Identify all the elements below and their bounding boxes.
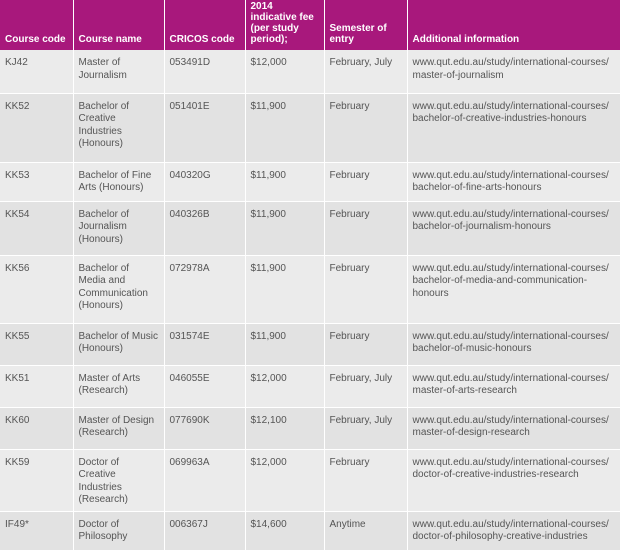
semester-cell: February, July (324, 407, 407, 449)
table-body (0, 50, 620, 550)
cricos-code-cell: 006367J (164, 511, 245, 550)
additional-info-cell (407, 93, 620, 162)
info-url-line: master-of-design-research (412, 427, 530, 438)
cricos-code-cell: 069963A (164, 449, 245, 511)
semester-cell: February, July (324, 50, 407, 93)
table-row (0, 162, 620, 201)
cricos-code-cell: 031574E (164, 323, 245, 365)
table-header (0, 0, 620, 50)
semester-cell: February (324, 255, 407, 323)
info-url-line: www.qut.edu.au/study/international-courses/ (412, 100, 609, 112)
header-semester-of-entry: Semester of entry (324, 0, 407, 50)
info-url-line: www.qut.edu.au/study/international-courses/ (412, 169, 609, 181)
table-row (0, 407, 620, 449)
additional-info-cell (407, 162, 620, 201)
table-row (0, 93, 620, 162)
fee-cell: $11,900 (245, 93, 324, 162)
course-code-cell: KK52 (0, 93, 73, 162)
course-name-cell: Doctor of Creative Industries (Research) (73, 449, 164, 511)
course-code-cell: KK56 (0, 255, 73, 323)
semester-cell: February (324, 93, 407, 162)
cricos-code-cell: 051401E (164, 93, 245, 162)
info-url-line: www.qut.edu.au/study/international-courses/ (412, 372, 609, 384)
info-url-line: doctor-of-creative-industries-research (412, 469, 579, 480)
fee-cell: $12,000 (245, 50, 324, 93)
header-indicative-fee: 2014 indicative fee (per study period); (245, 0, 324, 50)
table-row (0, 201, 620, 255)
additional-info-cell (407, 449, 620, 511)
fee-cell: $12,100 (245, 407, 324, 449)
header-additional-information: Additional information (407, 0, 620, 50)
table-row (0, 323, 620, 365)
course-name-cell: Master of Journalism (73, 50, 164, 93)
cricos-code-cell: 077690K (164, 407, 245, 449)
table-row (0, 365, 620, 407)
semester-cell: February (324, 449, 407, 511)
additional-info-cell (407, 407, 620, 449)
course-name-cell: Bachelor of Creative Industries (Honours) (73, 93, 164, 162)
course-name-cell: Bachelor of Fine Arts (Honours) (73, 162, 164, 201)
additional-info-cell (407, 255, 620, 323)
fee-cell: $11,900 (245, 255, 324, 323)
info-url-line: bachelor-of-media-and-communication- (412, 275, 588, 286)
fee-cell: $11,900 (245, 323, 324, 365)
course-code-cell: KK51 (0, 365, 73, 407)
fee-cell: $14,600 (245, 511, 324, 550)
course-code-cell: KJ42 (0, 50, 73, 93)
course-name-cell: Master of Arts (Research) (73, 365, 164, 407)
course-code-cell: KK53 (0, 162, 73, 201)
cricos-code-cell: 072978A (164, 255, 245, 323)
course-name-cell: Master of Design (Research) (73, 407, 164, 449)
course-name-cell: Bachelor of Journalism (Honours) (73, 201, 164, 255)
cricos-code-cell: 053491D (164, 50, 245, 93)
semester-cell: February (324, 201, 407, 255)
info-url-line: bachelor-of-music-honours (412, 343, 532, 354)
header-cricos-code: CRICOS code (164, 0, 245, 50)
cricos-code-cell: 040320G (164, 162, 245, 201)
fee-cell: $11,900 (245, 162, 324, 201)
info-url-line: www.qut.edu.au/study/international-courses/ (412, 330, 609, 342)
fee-cell: $12,000 (245, 365, 324, 407)
additional-info-cell (407, 365, 620, 407)
info-url-line: bachelor-of-journalism-honours (412, 221, 551, 232)
table-row (0, 449, 620, 511)
course-code-cell: KK59 (0, 449, 73, 511)
course-code-cell: KK60 (0, 407, 73, 449)
cricos-code-cell: 040326B (164, 201, 245, 255)
info-url-line: www.qut.edu.au/study/international-courses/ (412, 518, 609, 530)
semester-cell: February, July (324, 365, 407, 407)
info-url-line: master-of-arts-research (412, 385, 517, 396)
fee-cell: $11,900 (245, 201, 324, 255)
info-url-line: master-of-journalism (412, 69, 504, 81)
course-name-cell: Bachelor of Music (Honours) (73, 323, 164, 365)
table-row (0, 50, 620, 93)
info-url-line: www.qut.edu.au/study/international-courses/ (412, 456, 609, 468)
table-row (0, 511, 620, 550)
info-url-line: www.qut.edu.au/study/international-courses/ (412, 262, 609, 274)
info-url-line: bachelor-of-creative-industries-honours (412, 113, 587, 124)
header-course-name: Course name (73, 0, 164, 50)
info-url-line: honours (412, 287, 449, 299)
course-code-cell: KK55 (0, 323, 73, 365)
fee-cell: $12,000 (245, 449, 324, 511)
cricos-code-cell: 046055E (164, 365, 245, 407)
header-course-code: Course code (0, 0, 73, 50)
additional-info-cell (407, 323, 620, 365)
info-url-line: doctor-of-philosophy-creative-industries (412, 531, 588, 542)
info-url-line: www.qut.edu.au/study/international-courses/ (412, 208, 609, 220)
semester-cell: February (324, 323, 407, 365)
header-row (0, 0, 620, 50)
additional-info-cell (407, 201, 620, 255)
course-name-cell: Doctor of Philosophy (73, 511, 164, 550)
course-code-cell: IF49* (0, 511, 73, 550)
course-code-cell: KK54 (0, 201, 73, 255)
additional-info-cell (407, 50, 620, 93)
semester-cell: February (324, 162, 407, 201)
info-url-line: www.qut.edu.au/study/international-courses/ (412, 414, 609, 426)
semester-cell: Anytime (324, 511, 407, 550)
table-row (0, 255, 620, 323)
course-name-cell: Bachelor of Media and Communication (Honours) (73, 255, 164, 323)
info-url-line: www.qut.edu.au/study/international-courses/ (412, 57, 609, 68)
additional-info-cell (407, 511, 620, 550)
info-url-line: bachelor-of-fine-arts-honours (412, 182, 542, 193)
